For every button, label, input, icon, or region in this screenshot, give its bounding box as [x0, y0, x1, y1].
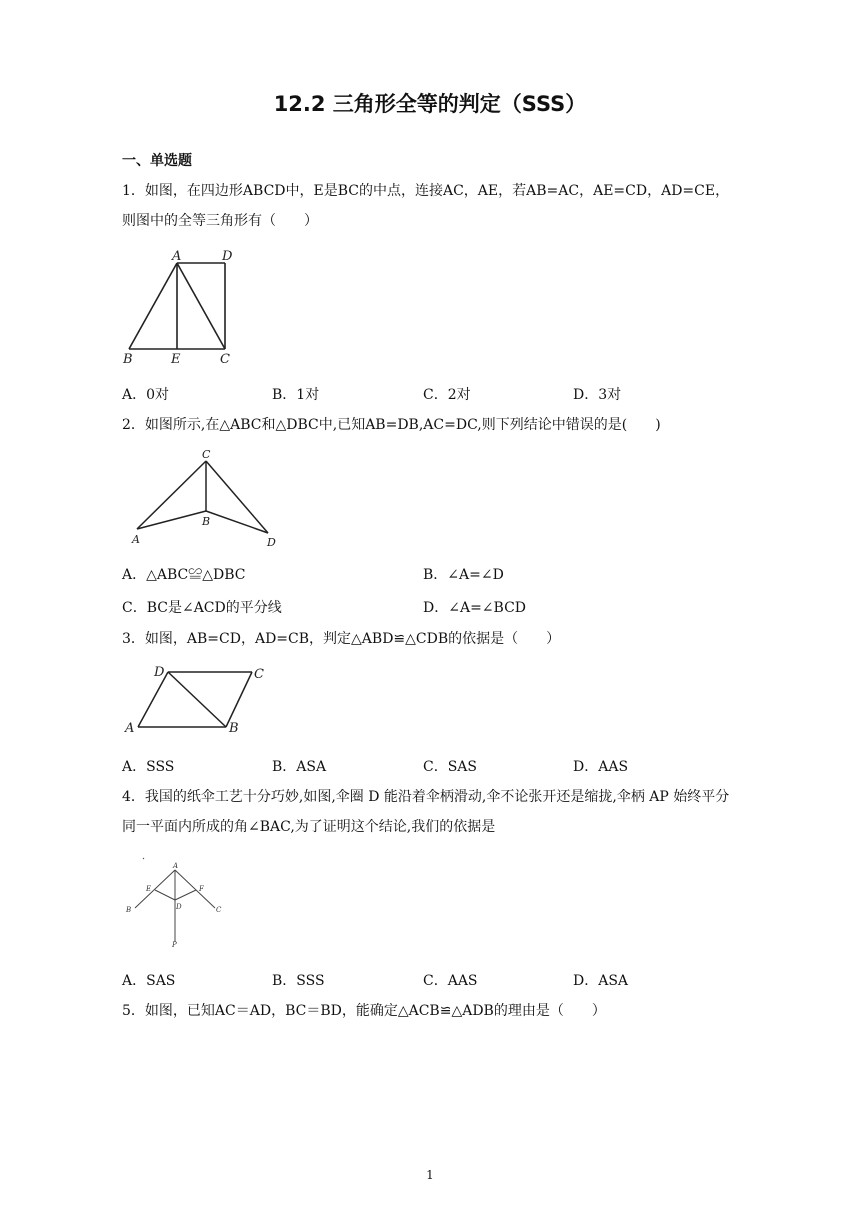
question-3-stem: 3．如图，AB=CD，AD=CB，判定△ABD≌△CDB的依据是（ ） — [122, 631, 561, 647]
q1-label-e: E — [171, 352, 181, 367]
q3-option-d: D．AAS — [573, 759, 629, 775]
question-2-figure — [125, 445, 285, 550]
q1-label-b: B — [123, 352, 133, 367]
q4-option-a: A．SAS — [122, 973, 176, 989]
q1-option-d: D．3对 — [573, 387, 622, 403]
page-title: 12.2 三角形全等的判定（SSS） — [273, 92, 587, 116]
q4-label-f: F — [199, 885, 204, 893]
page-number: 1 — [426, 1168, 434, 1182]
q4-label-e: E — [146, 885, 152, 893]
question-4-stem: 4．我国的纸伞工艺十分巧妙,如图,伞圈 D 能沿着伞柄滑动,伞不论张开还是缩拢,伞柄 AP 始终平分同一平面内所成的角∠BAC,为了证明这个结论,我们的依据是 — [122, 789, 730, 835]
question-4-figure — [120, 850, 235, 950]
q3-option-c: C．SAS — [423, 759, 478, 775]
question-1-figure — [118, 245, 238, 370]
q2-option-c: C．BC是∠ACD的平分线 — [122, 600, 282, 616]
q4-option-c: C．AAS — [423, 973, 478, 989]
q2-label-a: A — [132, 533, 140, 546]
q2-option-d: D．∠A=∠BCD — [423, 600, 527, 616]
q1-label-c: C — [220, 352, 230, 367]
q3-label-b: B — [229, 721, 239, 736]
q4-label-d: D — [176, 903, 182, 911]
q4-label-a: A — [173, 862, 179, 870]
question-2-stem: 2．如图所示,在△ABC和△DBC中,已知AB=DB,AC=DC,则下列结论中错误的是( ) — [122, 417, 661, 433]
q3-label-c: C — [254, 667, 264, 682]
section-title: 一、单选题 — [122, 153, 192, 169]
q2-label-c: C — [202, 448, 211, 461]
q2-option-a: A．△ABC≌△DBC — [122, 567, 246, 583]
q1-option-c: C．2对 — [423, 387, 471, 403]
q2-label-d: D — [267, 536, 276, 549]
q4-label-p: P — [172, 941, 177, 949]
q1-label-a: A — [172, 249, 182, 264]
q2-option-b: B．∠A=∠D — [423, 567, 504, 583]
q3-option-a: A．SSS — [122, 759, 175, 775]
q2-label-b: B — [202, 515, 211, 528]
q1-label-d: D — [222, 249, 233, 264]
q4-option-d: D．ASA — [573, 973, 629, 989]
q4-label-c: C — [216, 906, 222, 914]
q3-label-d: D — [154, 665, 165, 680]
question-1-stem: 1．如图，在四边形ABCD中，E是BC的中点，连接AC，AE，若AB=AC，AE=CD，AD=CE，则图中的全等三角形有（ ） — [122, 183, 730, 229]
q3-label-a: A — [125, 721, 135, 736]
q4-option-b: B．SSS — [272, 973, 325, 989]
q1-option-b: B．1对 — [272, 387, 320, 403]
q3-option-b: B．ASA — [272, 759, 327, 775]
q1-option-a: A．0对 — [122, 387, 170, 403]
q4-label-b: B — [126, 906, 132, 914]
question-3-figure — [118, 660, 278, 740]
question-5-stem: 5．如图，已知AC＝AD，BC＝BD，能确定△ACB≌△ADB的理由是（ ） — [122, 1003, 606, 1019]
